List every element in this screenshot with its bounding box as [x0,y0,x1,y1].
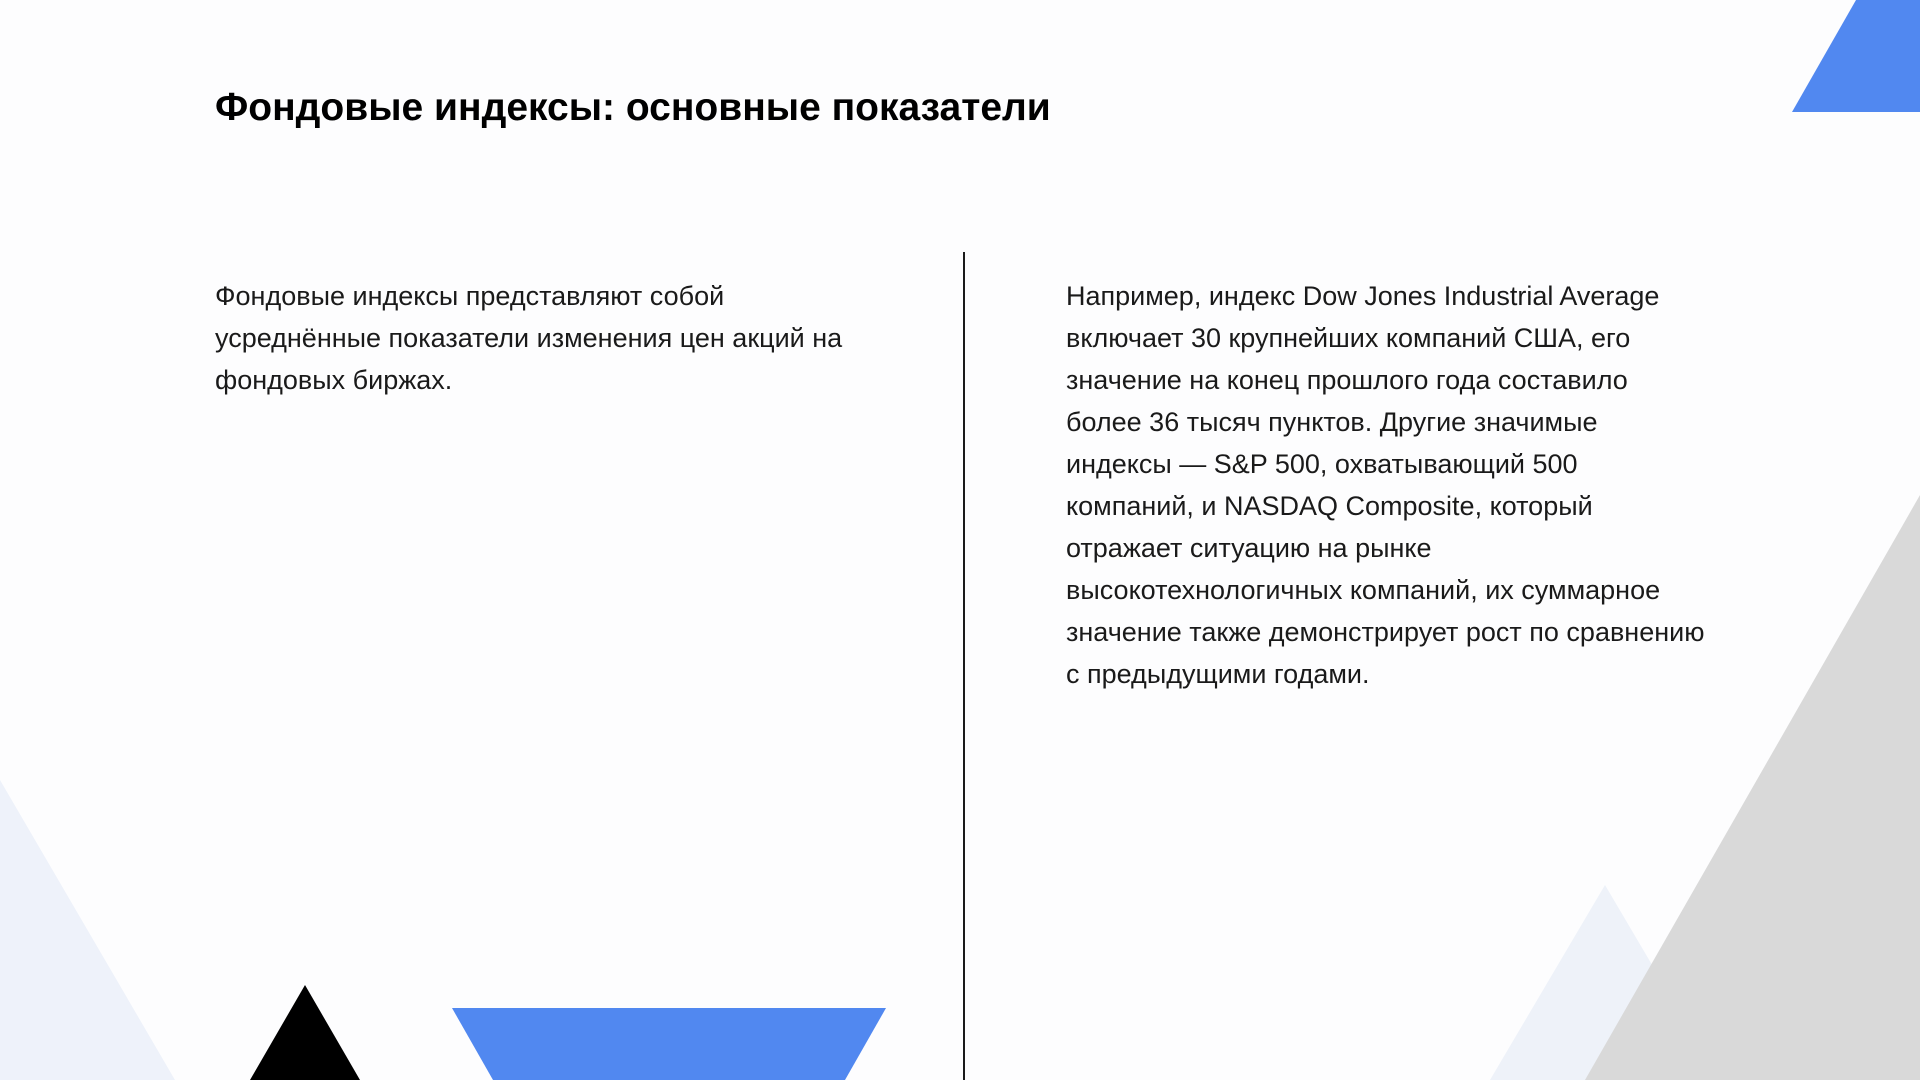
intro-text: Фондовые индексы представляют собой усреднённые показатели изменения цен акций на фондовых биржах. [215,281,843,395]
light-triangle-bottom-left [0,780,175,1080]
page-title: Фондовые индексы: основные показатели [215,86,1051,129]
column-divider [963,252,965,1080]
black-triangle-bottom [250,985,360,1080]
blue-triangle-top-right [1792,0,1920,112]
example-text: Например, индекс Dow Jones Industrial Average включает 30 крупнейших компаний США, его значение на конец прошлого года составило более 36 тысяч пунктов. Другие значимые индексы — S&P 500, охватывающий 500 компаний, и NASDAQ Composite, который отражает ситуацию на рынке высокотехнологичных компаний, их суммарное значение также демонстрирует рост по сравнению с предыдущими годами. [1066,281,1705,689]
blue-trapezoid-bottom [452,1008,886,1080]
